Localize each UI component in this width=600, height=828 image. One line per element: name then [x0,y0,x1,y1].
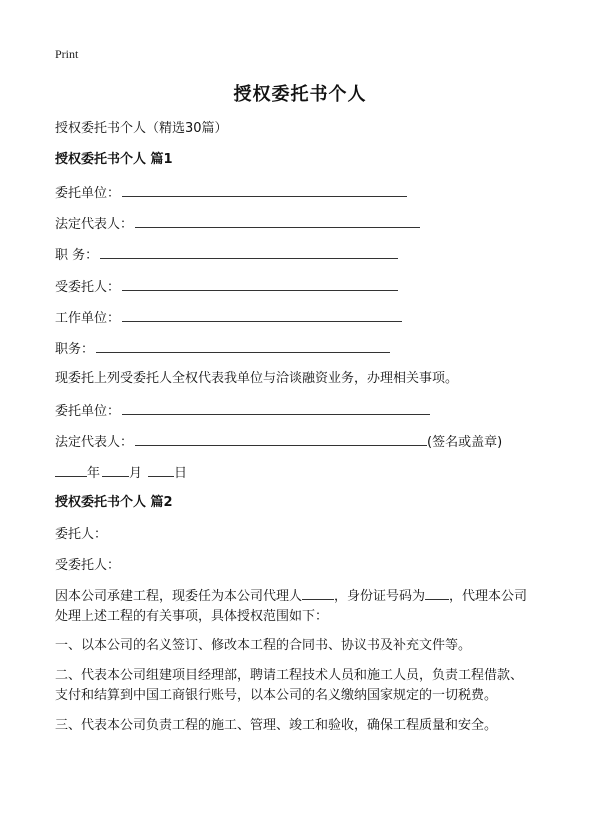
month-label: 月 [129,466,143,481]
authority-item-2 [55,666,550,706]
field-entrusting-unit [55,183,407,203]
blank-line [122,277,398,291]
appointment-paragraph [55,586,550,627]
field-label: 职 务： [55,248,99,263]
blank-line [96,339,390,353]
sign-legal-representative [55,432,502,452]
field-label: 委托单位： [55,404,121,419]
blank-line [55,463,87,477]
text-segment: ，代理本公司 [449,589,528,604]
blank-line [425,586,449,600]
field-label: 法定代表人： [55,217,134,232]
field-legal-representative [55,214,420,234]
year-label: 年 [87,466,101,481]
field-job-title [55,339,390,359]
document-intro: 授权委托书个人（精选30篇） [55,121,228,136]
date-line [55,463,187,483]
field-work-unit [55,308,402,328]
blank-line [135,432,427,446]
text-segment: 因本公司承建工程，现委任为本公司代理人 [55,589,303,604]
authority-item-1: 一、以本公司的名义签订、修改本工程的合同书、协议书及补充文件等。 [55,638,472,653]
agent-label: 受委托人： [55,558,121,573]
section2-heading: 授权委托书个人 篇2 [55,495,173,510]
text-segment: ，身份证号码为 [334,589,426,604]
paragraph-line: 支付和结算到中国工商银行账号，以本公司的名义缴纳国家规定的一切税费。 [55,688,498,703]
blank-line [102,463,129,477]
field-label: 职务： [55,342,95,357]
authority-item-3: 三、代表本公司负责工程的施工、管理、竣工和验收，确保工程质量和安全。 [55,718,498,733]
paragraph-line: 处理上述工程的有关事项，具体授权范围如下： [55,609,329,624]
blank-line [302,586,334,600]
document-title: 授权委托书个人 [233,84,367,105]
blank-line [148,463,174,477]
paragraph-line [55,586,550,607]
field-label: 委托单位： [55,186,121,201]
day-label: 日 [174,466,188,481]
blank-line [122,308,402,322]
paragraph-line: 二、代表本公司组建项目经理部，聘请工程技术人员和施工人员，负责工程借款、 [55,668,524,683]
field-label: 法定代表人： [55,435,134,450]
print-link[interactable]: Print [55,47,79,61]
blank-line [135,214,420,228]
sign-entrusting-unit [55,401,430,421]
field-position [55,245,398,265]
authorization-statement: 现委托上列受委托人全权代表我单位与洽谈融资业务，办理相关事项。 [55,371,459,386]
field-label: 工作单位： [55,311,121,326]
blank-line [122,183,407,197]
blank-line [122,401,430,415]
signature-note: (签名或盖章) [427,435,503,450]
field-label: 受委托人： [55,280,121,295]
client-label: 委托人： [55,527,108,542]
section1-heading: 授权委托书个人 篇1 [55,152,173,167]
blank-line [100,245,398,259]
field-agent [55,277,398,297]
